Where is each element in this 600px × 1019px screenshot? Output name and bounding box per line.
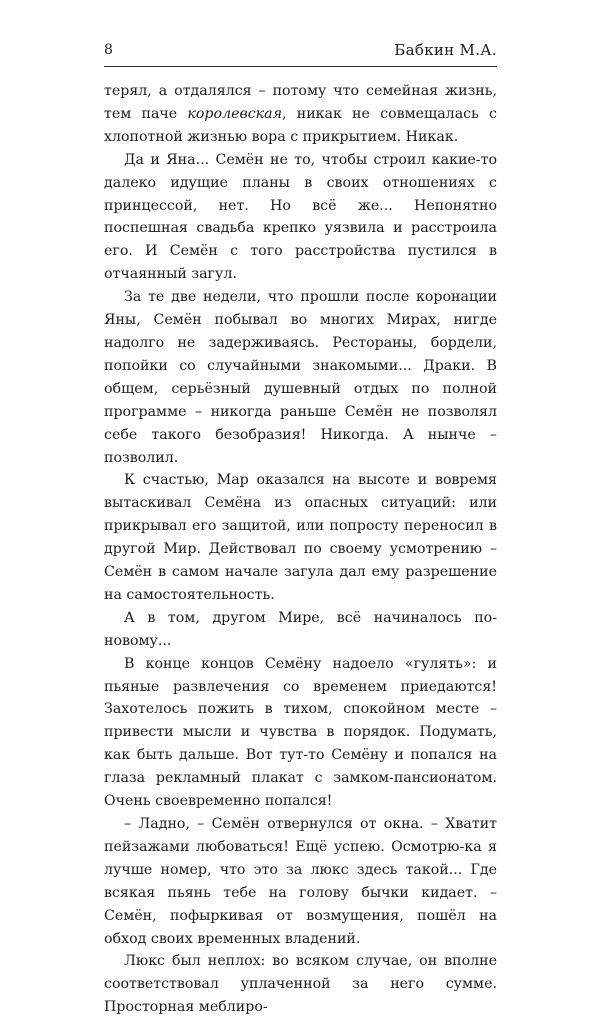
paragraph: Да и Яна... Семён не то, чтобы строил какие-то далеко идущие планы в своих отношениях с принцессой, нет. Но всё же... Непонятно поспешная свадьба крепко уязвила и расстроила его. И Семён с того расстройства пустился в отчаянный загул.: [104, 151, 497, 283]
emphasized-word: королевская: [187, 105, 283, 122]
running-head-author: Бабкин М.А.: [394, 41, 497, 59]
paragraph: В конце концов Семёну надоело «гулять»: и пьяные развлечения со временем приедаются! Захотелось пожить в тихом, спокойном месте – привести мысли и чувства в порядок. Подумать, как быть дальше. Вот тут-то Семёну и попался на глаза рекламный плакат с замком-пансионатом. Очень своевременно попался!: [104, 655, 497, 810]
paragraph: За те две недели, что прошли после коронации Яны, Семён побывал во многих Мирах, нигде надолго не задерживаясь. Рестораны, бордели, попойки со случайными знакомыми... Драки. В общем, серьёзный душевный отдых по полной программе – никогда раньше Семён не позволял себе такого безобразия! Никогда. А нынче – позволил.: [104, 289, 497, 466]
paragraph-text: терял, а отдалялся – потому что семейная жизнь, тем паче: [104, 83, 497, 122]
paragraph: – Ладно, – Семён отвернулся от окна. – Хватит пейзажами любоваться! Ещё успею. Осмотрю-ка я лучше номер, что это за люкс здесь такой... Где всякая пьянь тебе на голову бычки кидает. – Семён, пофыркивая от возмущения, пошёл на обход своих временных владений.: [104, 816, 497, 947]
paragraph: А в том, другом Мире, всё начиналось по-новому...: [104, 609, 497, 649]
paragraph: К счастью, Мар оказался на высоте и вовремя вытаскивал Семёна из опасных ситуаций: или прикрывал его защитой, или попросту переносил в другой Мир. Действовал по своему усмотрению – Семён в самом начале загула дал ему разрешение на самостоятельность.: [104, 472, 497, 603]
paragraph: Люкс был неплох: во всяком случае, он вполне соответствовал уплаченной за него сумме. Просторная меблиро-: [104, 953, 497, 1016]
paragraph: [104, 80, 497, 149]
body-text: [104, 80, 497, 1019]
page-header: [104, 40, 497, 67]
page-number: 8: [104, 42, 113, 58]
paragraph-text: , никак не совмещалась с хлопотной жизнью вора с прикрытием. Никак.: [104, 105, 497, 145]
